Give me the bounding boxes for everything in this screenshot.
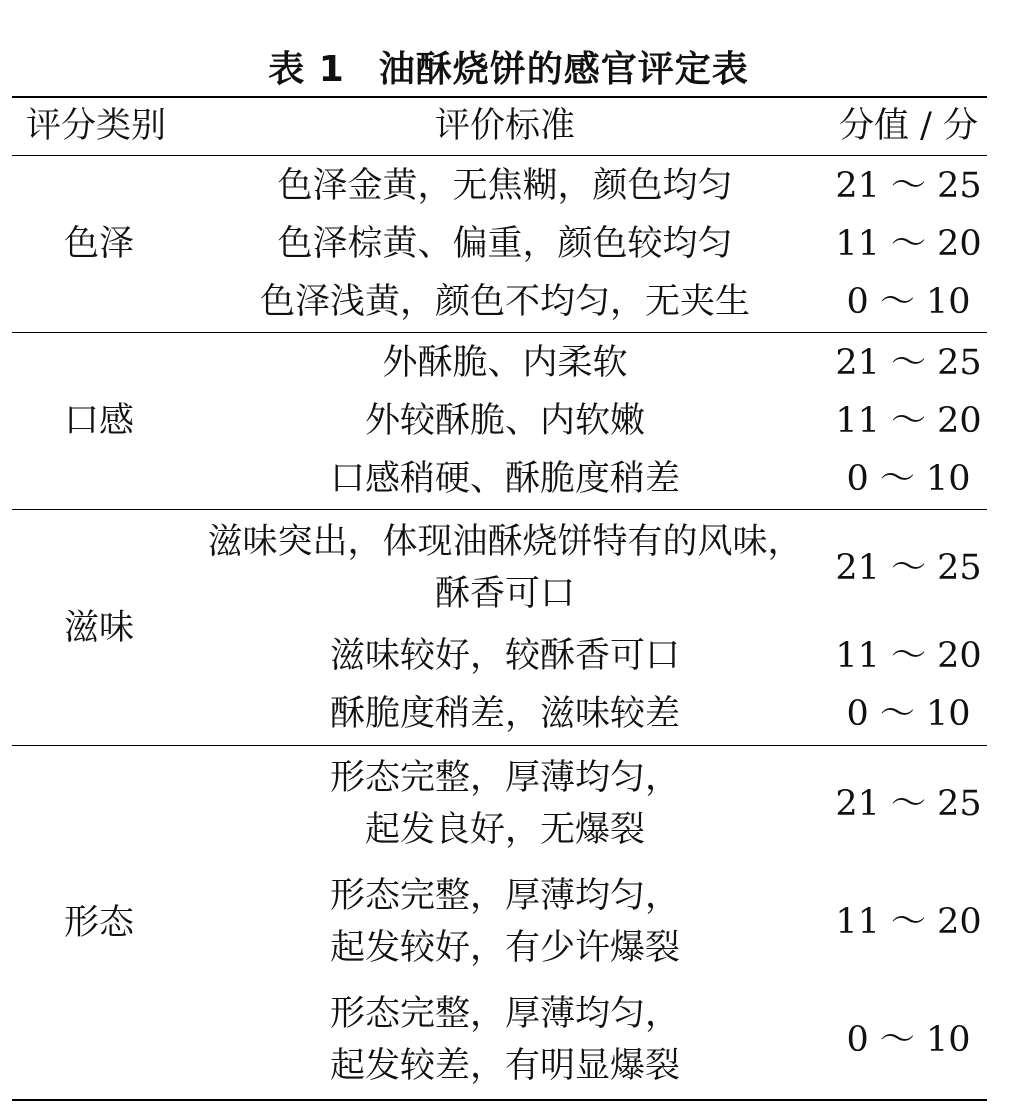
- header-category: 评分类别: [26, 106, 167, 146]
- score-color-2: 11 ～ 20: [835, 224, 982, 264]
- standard-color-2: 色泽棕黄、偏重，颜色较均匀: [277, 224, 733, 264]
- category-color: 色泽: [63, 224, 134, 264]
- standard-mouthfeel-1: 外酥脆、内柔软: [382, 343, 628, 383]
- score-taste-3: 0 ～ 10: [846, 694, 971, 734]
- standard-mouthfeel-3: 口感稍硬、酥脆度稍差: [329, 459, 680, 499]
- table-top-rule: [12, 96, 987, 98]
- table-bottom-rule: [12, 1099, 987, 1101]
- standard-mouthfeel-2: 外较酥脆、内软嫩: [364, 401, 645, 441]
- standard-shape-3: 形态完整，厚薄均匀， 起发较差，有明显爆裂: [329, 994, 680, 1086]
- score-shape-1: 21 ～ 25: [835, 784, 982, 824]
- score-shape-2: 11 ～ 20: [835, 902, 982, 942]
- table-caption: [0, 40, 1017, 92]
- standard-taste-3: 酥脆度稍差，滋味较差: [329, 694, 680, 734]
- category-shape: 形态: [63, 902, 134, 943]
- category-taste: 滋味: [63, 607, 134, 648]
- score-color-3: 0 ～ 10: [846, 282, 971, 322]
- caption-text: 油酥烧饼的感官评定表: [378, 48, 749, 90]
- score-shape-3: 0 ～ 10: [846, 1020, 971, 1060]
- standard-shape-1: 形态完整，厚薄均匀， 起发良好，无爆裂: [329, 758, 680, 850]
- score-color-1: 21 ～ 25: [835, 166, 982, 206]
- header-score: 分值 / 分: [838, 106, 979, 146]
- standard-taste-1: 滋味突出，体现油酥烧饼特有的风味， 酥香可口: [207, 522, 803, 614]
- score-mouthfeel-1: 21 ～ 25: [835, 343, 982, 383]
- caption-label: 表 1: [268, 48, 345, 90]
- standard-taste-2: 滋味较好，较酥香可口: [329, 636, 680, 676]
- standard-shape-2: 形态完整，厚薄均匀， 起发较好，有少许爆裂: [329, 876, 680, 968]
- score-taste-2: 11 ～ 20: [835, 636, 982, 676]
- standard-color-1: 色泽金黄，无焦糊，颜色均匀: [277, 166, 733, 206]
- category-mouthfeel: 口感: [63, 401, 134, 441]
- header-standard: 评价标准: [434, 106, 575, 146]
- score-mouthfeel-3: 0 ～ 10: [846, 459, 971, 499]
- score-mouthfeel-2: 11 ～ 20: [835, 401, 982, 441]
- standard-color-3: 色泽浅黄，颜色不均匀，无夹生: [259, 282, 750, 322]
- score-taste-1: 21 ～ 25: [835, 548, 982, 588]
